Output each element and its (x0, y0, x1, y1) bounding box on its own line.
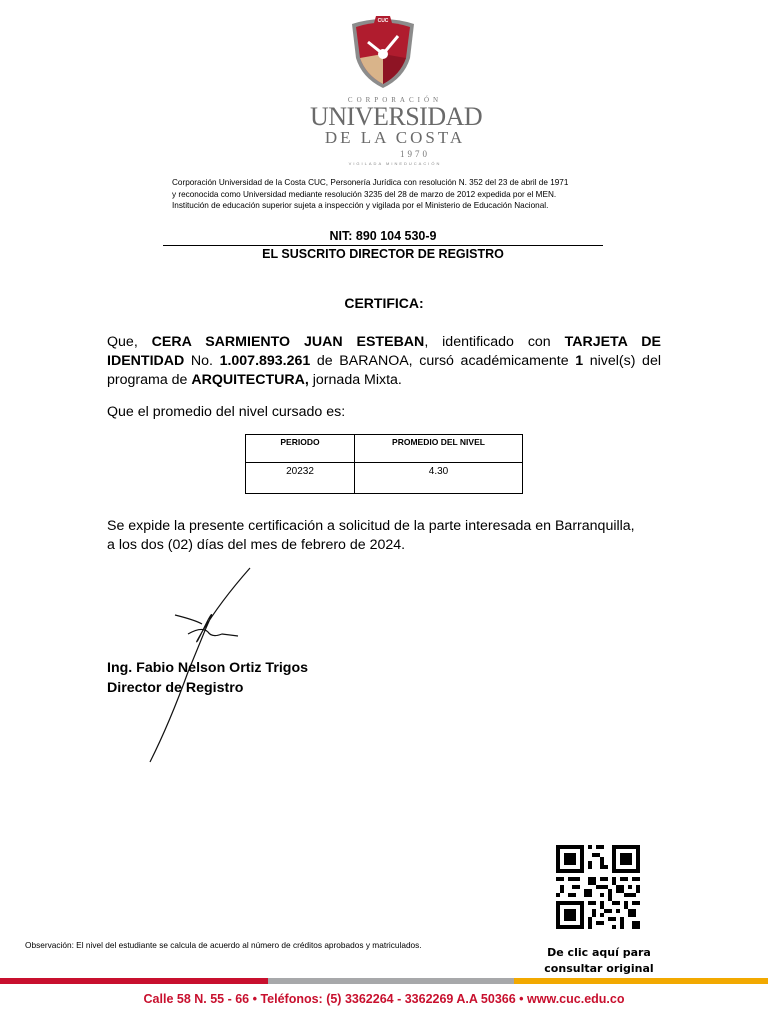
grades-table (245, 434, 523, 494)
logo-line3: DE LA COSTA (324, 128, 466, 147)
legal-line-2: y reconocida como Universidad mediante resolución 3235 del 28 de marzo de 2012 expedida por el MEN. (172, 189, 557, 199)
cell-promedio: 4.30 (355, 463, 523, 494)
issuance-statement (107, 517, 667, 555)
signer-name: Ing. Fabio Nelson Ortiz Trigos (107, 660, 309, 676)
column-header-promedio: PROMEDIO DEL NIVEL (355, 435, 523, 463)
promedio-intro: Que el promedio del nivel cursado es: (107, 404, 346, 420)
logo-line1: CORPORACIÓN (347, 96, 443, 104)
signer-role: Director de Registro (107, 680, 244, 696)
divider (163, 245, 603, 246)
body-text: nivel(s) del programa de (107, 353, 661, 388)
student-name: CERA SARMIENTO JUAN ESTEBAN (151, 334, 425, 350)
footer-address: Calle 58 N. 55 - 66 • Teléfonos: (5) 3362264 - 3362269 A.A 50366 • www.cuc.edu.co (143, 992, 625, 1006)
id-type: TARJETA DE IDENTIDAD (107, 334, 661, 369)
column-header-periodo: PERIODO (246, 435, 355, 463)
issuance-line-2: a los dos (02) días del mes de febrero de 2024. (107, 537, 406, 553)
footer-bar-red (0, 978, 268, 984)
legal-line-3: Institución de educación superior sujeta a inspección y vigilada por el Ministerio de Educación Nacional. (172, 201, 549, 210)
logo-motto: VIGILADA MINEDUCACIÓN (348, 161, 442, 166)
footer-bar-gray (268, 978, 514, 984)
cell-periodo: 20232 (246, 463, 355, 494)
university-logo (310, 14, 483, 166)
shield-icon (348, 14, 418, 90)
qr-caption[interactable] (540, 945, 658, 977)
footer-bar-gold (514, 978, 768, 984)
program-name: ARQUITECTURA, (191, 372, 309, 388)
legal-line-1: Corporación Universidad de la Costa CUC, Personería Jurídica con resolución N. 352 del 23 de abril de 1971 (172, 178, 569, 187)
legal-notice (172, 177, 612, 212)
logo-line2: UNIVERSIDAD (310, 102, 483, 131)
qr-caption-line-2: consultar original (544, 962, 654, 975)
observation-note: Observación: El nivel del estudiante se calcula de acuerdo al número de créditos aprobados y matriculados. (25, 940, 422, 950)
certificate-heading: CERTIFICA: (344, 295, 424, 311)
levels-count: 1 (575, 353, 584, 369)
issuance-line-1: Se expide la presente certificación a solicitud de la parte interesada en Barranquilla, (107, 518, 635, 534)
logo-badge: CUC (377, 18, 389, 24)
footer-color-bar (0, 978, 768, 984)
certificate-body (107, 333, 661, 390)
table-header-row (246, 435, 523, 463)
table-row (246, 463, 523, 494)
body-text: , identificado con (424, 334, 565, 350)
director-title: EL SUSCRITO DIRECTOR DE REGISTRO (262, 247, 504, 261)
nit: NIT: 890 104 530-9 (329, 229, 437, 243)
qr-caption-line-1: De clic aquí para (547, 946, 651, 959)
body-text: No. (184, 353, 220, 369)
body-text: Que, (107, 334, 152, 350)
body-text: de BARANOA, cursó académicamente (310, 353, 576, 369)
qr-code[interactable] (556, 845, 640, 929)
id-number: 1.007.893.261 (219, 353, 311, 369)
logo-year: 1970 (400, 149, 430, 159)
body-text: jornada Mixta. (308, 372, 402, 388)
